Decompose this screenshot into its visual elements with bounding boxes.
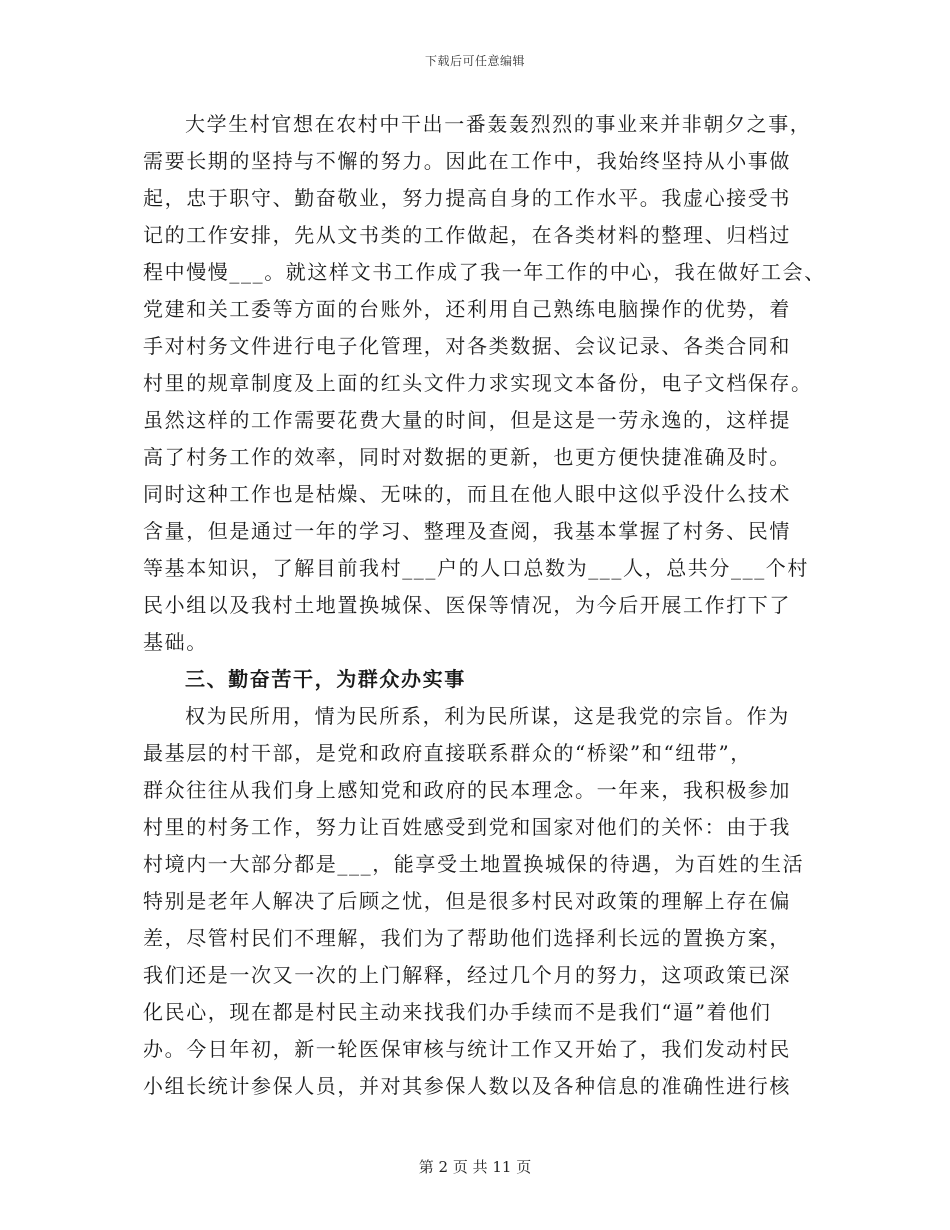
paragraph-line: 记的工作安排，先从文书类的工作做起，在各类材料的整理、归档过 xyxy=(143,223,791,247)
paragraph-line: 差，尽管村民们不理解，我们为了帮助他们选择利长远的置换方案， xyxy=(143,926,791,950)
paragraph-line: 办。今日年初，新一轮医保审核与统计工作又开始了，我们发动村民 xyxy=(143,1037,791,1061)
paragraph-line: 权为民所用，情为民所系，利为民所谋，这是我党的宗旨。作为 xyxy=(185,704,790,728)
section-heading: 三、勤奋苦干，为群众办实事 xyxy=(185,667,466,691)
page-header-note: 下载后可任意编辑 xyxy=(424,54,525,68)
paragraph-line: 手对村务文件进行电子化管理，对各类数据、会议记录、各类合同和 xyxy=(143,334,791,358)
paragraph-line: 群众往往从我们身上感知党和政府的民本理念。一年来，我积极参加 xyxy=(143,778,791,802)
paragraph-line: 村里的村务工作，努力让百姓感受到党和国家对他们的关怀：由于我 xyxy=(143,815,791,839)
paragraph-line: 我们还是一次又一次的上门解释，经过几个月的努力，这项政策已深 xyxy=(143,963,791,987)
paragraph-line: 高了村务工作的效率，同时对数据的更新，也更方便快捷准确及时。 xyxy=(143,445,791,469)
paragraph-line: 最基层的村干部，是党和政府直接联系群众的“桥梁”和“纽带”， xyxy=(143,741,752,765)
paragraph-line: 虽然这样的工作需要花费大量的时间，但是这是一劳永逸的，这样提 xyxy=(143,408,791,432)
paragraph-line: 特别是老年人解决了后顾之忧，但是很多村民对政策的理解上存在偏 xyxy=(143,889,791,913)
paragraph-line: 程中慢慢___。就这样文书工作成了我一年工作的中心，我在做好工会、 xyxy=(143,260,826,284)
paragraph-line: 基础。 xyxy=(143,630,208,654)
paragraph-line: 同时这种工作也是枯燥、无味的，而且在他人眼中这似乎没什么技术 xyxy=(143,482,791,506)
paragraph-line: 党建和关工委等方面的台账外，还利用自己熟练电脑操作的优势，着 xyxy=(143,297,791,321)
paragraph-line: 起，忠于职守、勤奋敬业，努力提高自身的工作水平。我虚心接受书 xyxy=(143,186,791,210)
paragraph-line: 大学生村官想在农村中干出一番轰轰烈烈的事业来并非朝夕之事， xyxy=(185,112,812,136)
paragraph-line: 等基本知识，了解目前我村___户的人口总数为___人，总共分___个村 xyxy=(143,556,809,580)
document-body xyxy=(143,106,826,1105)
paragraph-village-official-work xyxy=(143,106,826,661)
paragraph-serving-the-people xyxy=(143,698,823,1105)
paragraph-line: 小组长统计参保人员，并对其参保人数以及各种信息的准确性进行核 xyxy=(143,1074,791,1098)
paragraph-line: 含量，但是通过一年的学习、整理及查阅，我基本掌握了村务、民情 xyxy=(143,519,791,543)
page-number: 第 2 页 共 11 页 xyxy=(418,1158,532,1176)
paragraph-line: 需要长期的坚持与不懈的努力。因此在工作中，我始终坚持从小事做 xyxy=(143,149,791,173)
paragraph-line: 民小组以及我村土地置换城保、医保等情况，为今后开展工作打下了 xyxy=(143,593,791,617)
paragraph-line: 化民心，现在都是村民主动来找我们办手续而不是我们“逼”着他们 xyxy=(143,1000,772,1024)
paragraph-line: 村境内一大部分都是___，能享受土地置换城保的待遇，为百姓的生活 xyxy=(143,852,805,876)
paragraph-line: 村里的规章制度及上面的红头文件力求实现文本备份，电子文档保存。 xyxy=(143,371,813,395)
